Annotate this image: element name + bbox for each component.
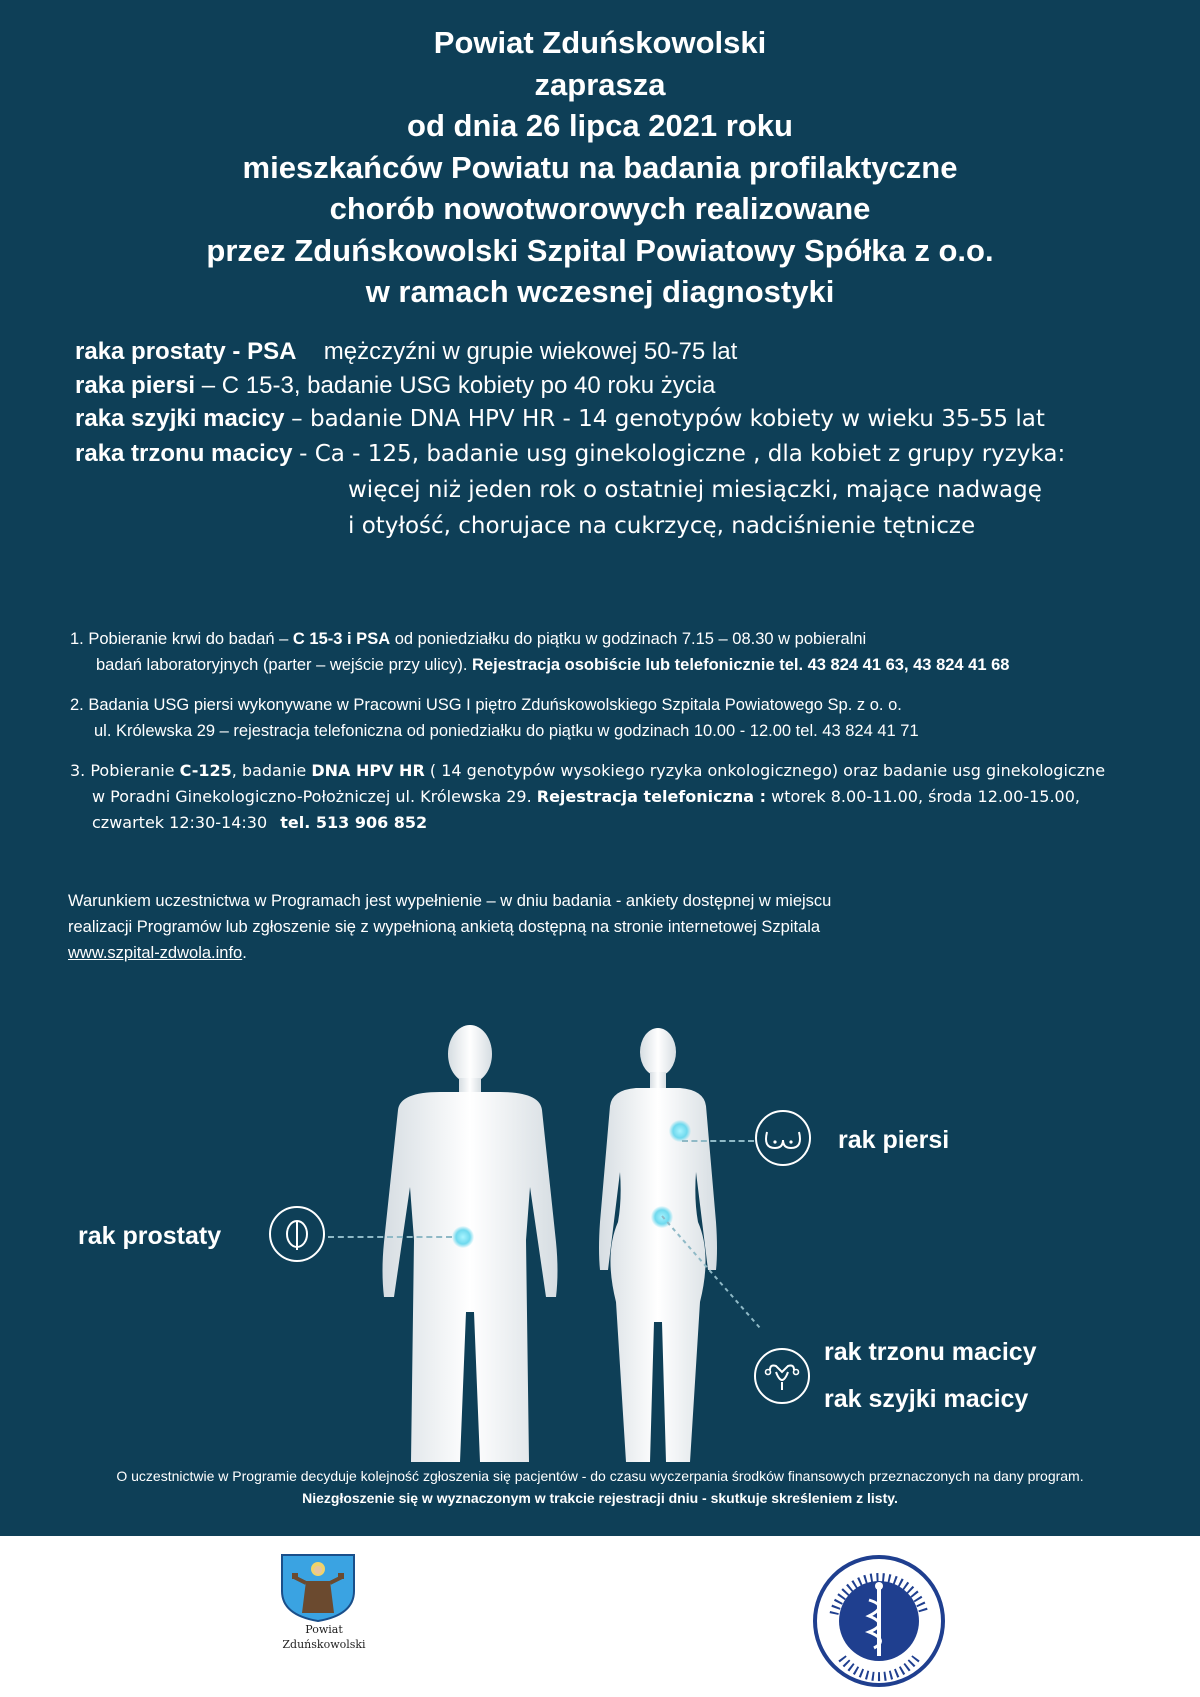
program-desc: – C 15-3, badanie USG kobiety po 40 roku życia bbox=[201, 372, 716, 399]
info-text: czwartek 12:30-14:30 bbox=[92, 813, 268, 832]
crest-label bbox=[262, 1622, 386, 1652]
uterus-icon bbox=[754, 1348, 810, 1404]
header-line: mieszkańców Powiatu na badania profilaktyczne bbox=[242, 149, 958, 185]
program-continuation-line: więcej niż jeden rok o ostatniej miesiączki, mające nadwagę bbox=[348, 477, 1042, 503]
label-breast-cancer: rak piersi bbox=[838, 1126, 950, 1154]
header-line: od dnia 26 lipca 2021 roku bbox=[407, 108, 793, 143]
info-text: od poniedziałku do piątku w godzinach 7.15 – 08.30 w pobieralni bbox=[394, 630, 867, 648]
info-bold: Rejestracja telefoniczna : bbox=[536, 787, 767, 806]
program-row-breast bbox=[75, 372, 715, 400]
info-text: 3. Pobieranie bbox=[70, 761, 175, 780]
uterus-connector bbox=[660, 1214, 770, 1334]
info-text: 1. Pobieranie krwi do badań – bbox=[70, 630, 289, 648]
conditions-text: . bbox=[242, 944, 247, 962]
info-text: ( 14 genotypów wysokiego ryzyka onkologicznego) oraz badanie usg ginekologiczne bbox=[429, 761, 1106, 780]
prostate-icon bbox=[269, 1206, 325, 1262]
prostate-marker bbox=[452, 1226, 474, 1248]
conditions-text: Warunkiem uczestnictwa w Programach jest wypełnienie – w dniu badania - ankiety dostępnej w miejscu bbox=[68, 892, 832, 910]
info-item-1 bbox=[70, 626, 1009, 678]
conditions-text: realizacji Programów lub zgłoszenie się z wypełnioną ankietą dostępną na stronie internetowej Szpitala bbox=[68, 918, 821, 936]
hospital-logo bbox=[812, 1554, 946, 1688]
header-line: w ramach wczesnej diagnostyki bbox=[365, 274, 835, 309]
info-text: , badanie bbox=[231, 761, 307, 780]
prostate-connector bbox=[328, 1236, 452, 1238]
county-crest bbox=[280, 1553, 356, 1623]
footer-note: O uczestnictwie w Programie decyduje kolejność zgłoszenia się pacjentów - do czasu wyczerpania środków finansowych przeznaczonych na dany program. bbox=[116, 1468, 1084, 1484]
info-bold: DNA HPV HR bbox=[311, 761, 425, 780]
info-text: w Poradni Ginekologiczno-Położniczej ul. Królewska 29. bbox=[92, 787, 532, 806]
hospital-website-link[interactable]: www.szpital-zdwola.info bbox=[68, 944, 243, 962]
info-text: badań laboratoryjnych (parter – wejście przy ulicy). bbox=[96, 656, 468, 674]
info-bold: tel. 513 906 852 bbox=[280, 813, 428, 832]
label-uterine-cancer: rak trzonu macicy bbox=[824, 1338, 1037, 1366]
program-name: raka trzonu macicy bbox=[75, 440, 293, 467]
label-cervical-cancer: rak szyjki macicy bbox=[824, 1385, 1029, 1413]
program-name: raka szyjki macicy bbox=[75, 405, 285, 432]
program-name: raka piersi bbox=[75, 372, 196, 399]
label-prostate-cancer: rak prostaty bbox=[78, 1222, 222, 1250]
program-row-prostate bbox=[75, 338, 737, 366]
program-desc: - Ca - 125, badanie usg ginekologiczne , dla kobiet z grupy ryzyka: bbox=[299, 441, 1066, 467]
crest-label-line: Powiat bbox=[305, 1623, 343, 1636]
info-item-3 bbox=[70, 758, 1105, 836]
program-name: raka prostaty - PSA bbox=[75, 338, 297, 365]
info-text: 2. Badania USG piersi wykonywane w Pracowni USG I piętro Zduńskowolskiego Szpitala Powiatowego Sp. z o. o. bbox=[70, 696, 902, 714]
info-text: ul. Królewska 29 – rejestracja telefoniczna od poniedziałku do piątku w godzinach 10.00 - 12.00 tel. 43 824 41 71 bbox=[94, 722, 919, 740]
participation-conditions bbox=[68, 888, 831, 966]
header-title bbox=[0, 22, 1200, 313]
program-desc: mężczyźni w grupie wiekowej 50-75 lat bbox=[323, 338, 738, 365]
program-continuation-line: i otyłość, chorujace na cukrzycę, nadciśnienie tętnicze bbox=[348, 513, 976, 539]
program-row-cervix bbox=[75, 405, 1045, 433]
footer-warning: Niezgłoszenie się w wyznaczonym w trakcie rejestracji dniu - skutkuje skreśleniem z listy. bbox=[302, 1490, 898, 1506]
header-line: zaprasza bbox=[534, 66, 666, 102]
info-text: wtorek 8.00-11.00, środa 12.00-15.00, bbox=[771, 787, 1080, 806]
breast-marker bbox=[669, 1120, 691, 1142]
breast-connector bbox=[682, 1140, 754, 1142]
header-line: Powiat Zduńskowolski bbox=[433, 25, 767, 60]
info-bold: C 15-3 i PSA bbox=[292, 630, 391, 648]
info-bold: Rejestracja osobiście lub telefonicznie tel. 43 824 41 63, 43 824 41 68 bbox=[472, 656, 1010, 674]
crest-label-line: Zduńskowolski bbox=[282, 1638, 366, 1651]
info-bold: C-125 bbox=[179, 761, 232, 780]
header-line: chorób nowotworowych realizowane bbox=[329, 191, 871, 226]
info-item-2 bbox=[70, 692, 919, 744]
header-line: przez Zduńskowolski Szpital Powiatowy Spółka z o.o. bbox=[206, 232, 994, 268]
program-row-uterus bbox=[75, 440, 1065, 468]
breast-icon bbox=[755, 1110, 811, 1166]
program-desc: – badanie DNA HPV HR - 14 genotypów kobiety w wieku 35-55 lat bbox=[291, 406, 1045, 432]
